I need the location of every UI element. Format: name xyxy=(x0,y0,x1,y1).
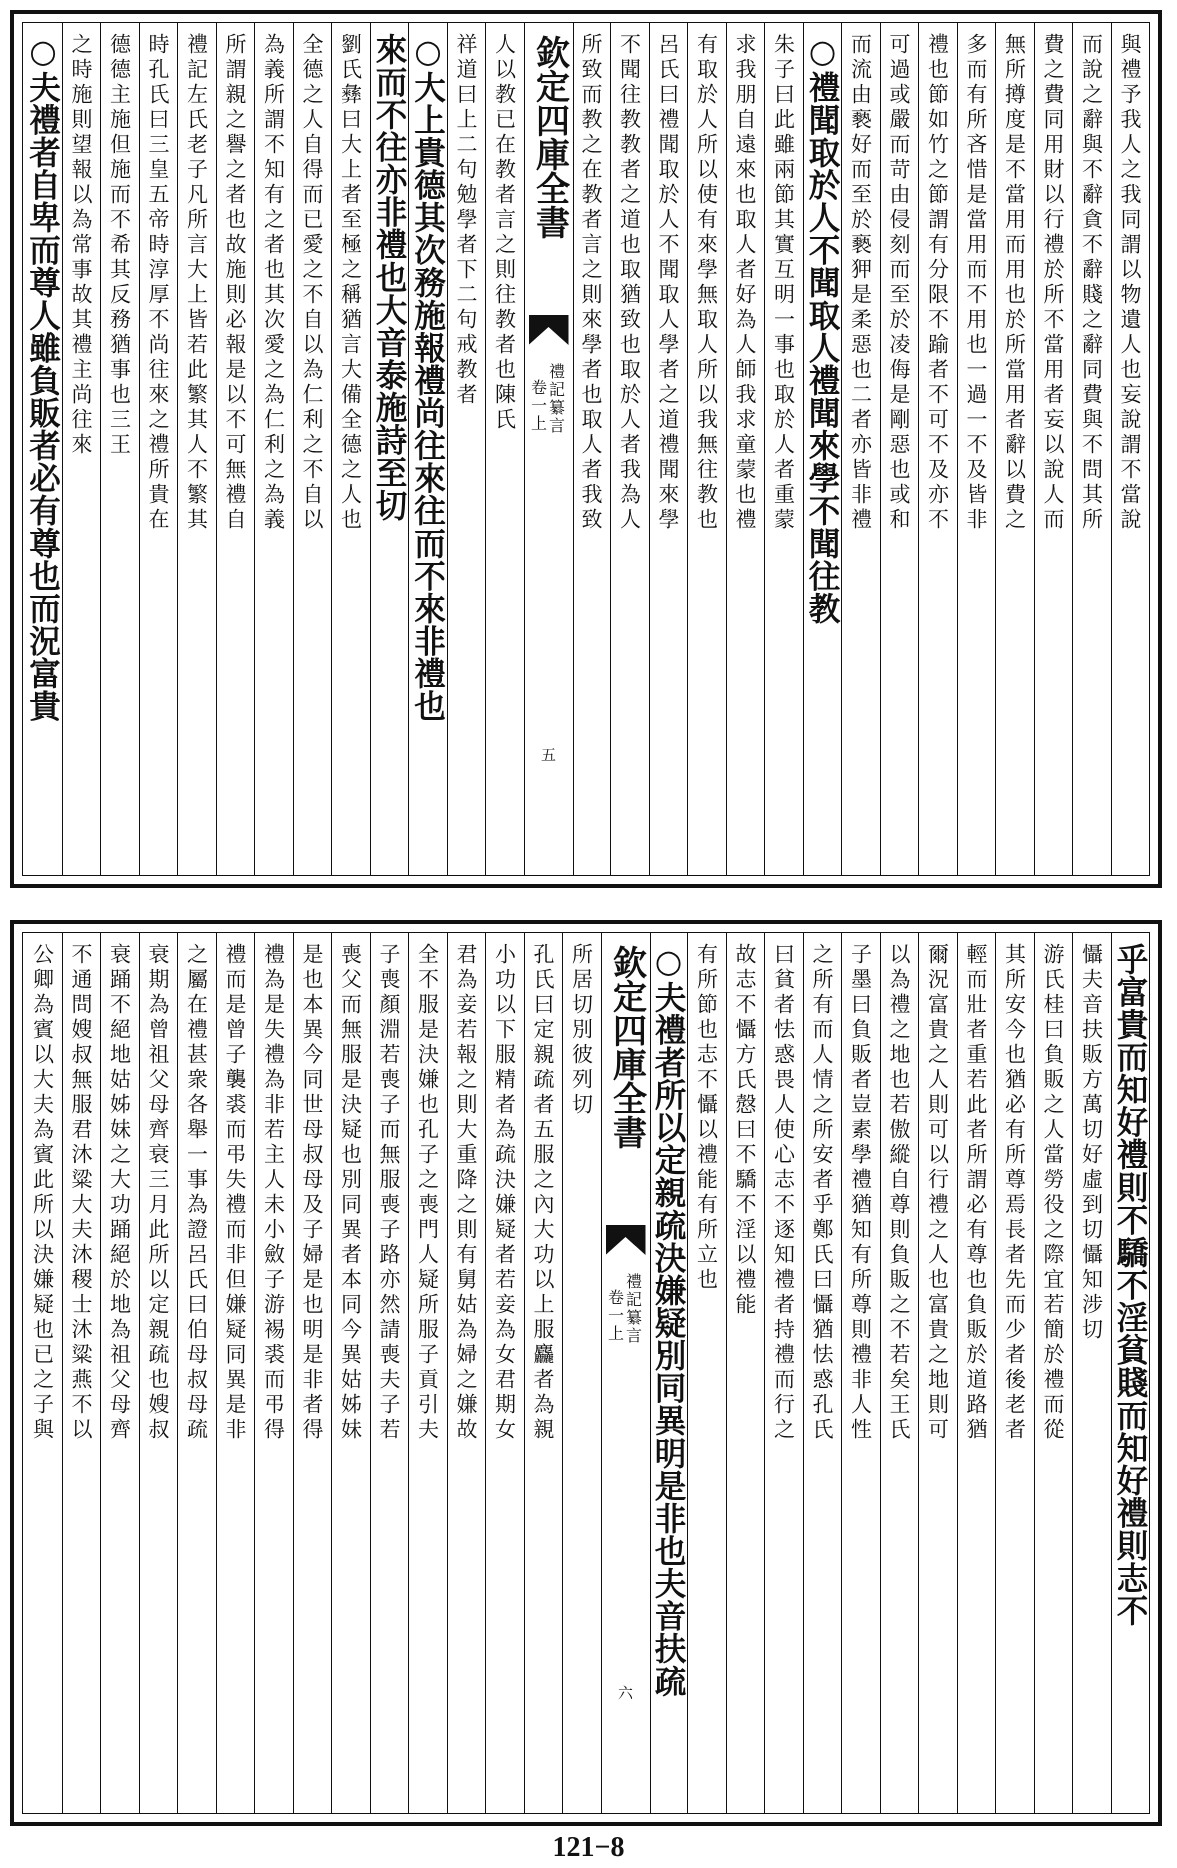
top-text-column: 時孔氏曰三皇五帝時淳厚不尚往來之禮所貴在 xyxy=(146,33,170,533)
column-rule xyxy=(1111,23,1112,875)
column-rule xyxy=(957,933,958,1813)
bottom-text-column: 是也本異今同世母叔母及子婦是也明是非者得 xyxy=(300,943,324,1443)
top-text-column: 與禮予我人之我同謂以物遺人也妄說謂不當說 xyxy=(1118,33,1142,533)
top-text-column: 人以教已在教者言之則往教者也陳氏 xyxy=(492,33,517,433)
bottom-text-column: 游氏桂曰負販之人當勞役之際宜若簡於禮而從 xyxy=(1041,943,1065,1443)
book-title: 欽定四庫全書 xyxy=(606,945,647,1149)
bottom-text-column: 不通問嫂叔無服君沐粱大夫沐稷士沐粱燕不以 xyxy=(69,943,93,1443)
column-rule xyxy=(485,23,486,875)
column-rule xyxy=(254,23,255,875)
bottom-text-column: 曰貧者怯惑畏人使心志不逐知禮者持禮而行之 xyxy=(771,943,796,1443)
top-text-column: 不聞往教教者之道也取猶致也取於人者我為人 xyxy=(617,33,642,533)
bottom-page-panel xyxy=(10,920,1162,1826)
top-page-frame xyxy=(22,22,1150,876)
bottom-text-column: 其所安今也猶必有所尊焉長者先而少者後老者 xyxy=(1002,943,1027,1443)
column-rule xyxy=(177,933,178,1813)
top-text-column: 多而有所吝惜是當用而不用也一過一不及皆非 xyxy=(964,33,988,533)
column-rule xyxy=(803,933,804,1813)
column-rule xyxy=(139,933,140,1813)
top-text-column: 禮也節如竹之節謂有分限不踰者不可不及亦不 xyxy=(925,33,950,533)
volume-title: 禮記纂言 xyxy=(546,363,566,435)
column-rule xyxy=(1072,933,1073,1813)
bottom-text-column: 乎富貴而知好禮則不驕不淫貧賤而知好禮則志不 xyxy=(1112,943,1149,1627)
top-text-column: 無所撙度是不當用而用也於所當用者辭以費之 xyxy=(1002,33,1027,533)
top-page-panel xyxy=(10,10,1162,888)
column-rule xyxy=(370,933,371,1813)
fishtail-mark-icon xyxy=(529,315,569,345)
column-rule xyxy=(177,23,178,875)
bottom-text-column: 所居切別彼列切 xyxy=(569,943,594,1118)
column-rule xyxy=(408,23,409,875)
bottom-text-column: 禮而是曾子襲裘而弔失禮而非但嫌疑同異是非 xyxy=(223,943,247,1443)
bottom-text-column: 小功以下服精者為疏決嫌疑者若妾為女君期女 xyxy=(492,943,517,1443)
top-text-column: 為義所謂不知有之者也其次愛之為仁利之為義 xyxy=(261,33,286,533)
bottom-text-column: 衰踊不絕地姑姊妹之大功踊絕於地為祖父母齊 xyxy=(107,943,132,1443)
top-text-column: ○大上貴德其次務施報禮尚往來往而不來非禮也 xyxy=(409,33,447,723)
column-rule xyxy=(764,933,765,1813)
top-text-column: 呂氏曰禮聞取於人不聞取人學者之道禮聞來學 xyxy=(656,33,680,533)
column-rule xyxy=(293,23,294,875)
column-rule xyxy=(100,933,101,1813)
bottom-text-column: 衰期為曾祖父母齊衰三月此所以定親疏也嫂叔 xyxy=(146,943,170,1443)
column-rule xyxy=(139,23,140,875)
bottom-text-column: 禮為是失禮為非若主人未小斂子游裼裘而弔得 xyxy=(261,943,286,1443)
top-text-column: 求我朋自遠來也取人者好為人師我求童蒙也禮 xyxy=(733,33,757,533)
top-text-column: 朱子曰此雖兩節其實互明一事也取於人者重蒙 xyxy=(771,33,796,533)
bottom-text-column: 之屬在禮甚衆各舉一事為證呂氏曰伯母叔母疏 xyxy=(184,943,209,1443)
column-rule xyxy=(764,23,765,875)
bottom-text-column: 君為妾若報之則大重降之則有舅姑為婦之嫌故 xyxy=(454,943,478,1443)
top-text-column: ○夫禮者自卑而尊人雖負販者必有尊也而況富貴 xyxy=(24,33,62,723)
column-rule xyxy=(726,23,727,875)
column-rule xyxy=(880,933,881,1813)
column-rule xyxy=(254,933,255,1813)
top-text-column: 所致而教之在教者言之則來學者也取人者我致 xyxy=(579,33,603,533)
bottom-text-column: 有所節也志不懾以禮能有所立也 xyxy=(694,943,719,1293)
top-text-column: 之時施則望報以為常事故其禮主尚往來 xyxy=(69,33,93,458)
top-text-column: 德德主施但施而不希其反務猶事也三王 xyxy=(107,33,132,458)
bottom-page-frame xyxy=(22,932,1150,1814)
column-rule xyxy=(726,933,727,1813)
page-number: 五 xyxy=(540,746,556,764)
bottom-text-column: 孔氏曰定親疏者五服之內大功以上服麤者為親 xyxy=(531,943,555,1443)
column-rule xyxy=(293,933,294,1813)
bottom-text-column: 公卿為賓以大夫為賓此所以決嫌疑也已之子與 xyxy=(30,943,55,1443)
page-footer-number: 121−8 xyxy=(552,1832,625,1863)
volume-title: 禮記纂言 xyxy=(623,1273,643,1345)
top-text-column: 全德之人自得而已愛之不自以為仁利之不自以 xyxy=(300,33,324,533)
bottom-text-column: 故志不懾方氏慤曰不驕不淫以禮能 xyxy=(733,943,757,1318)
column-rule xyxy=(841,933,842,1813)
top-text-column: 來而不往亦非禮也大音泰施詩至切 xyxy=(371,33,408,522)
top-text-column: 可過或嚴而苛由侵刻而至於凌侮是剛惡也或和 xyxy=(887,33,911,533)
bottom-text-column: 子喪顏淵若喪子而無服喪子路亦然請喪夫子若 xyxy=(377,943,401,1443)
column-rule xyxy=(447,933,448,1813)
top-text-column: 而說之辭與不辭貪不辭賤之辭同費與不問其所 xyxy=(1079,33,1104,533)
bottom-text-column: 爾況富貴之人則可以行禮之人也富貴之地則可 xyxy=(925,943,950,1443)
column-rule xyxy=(1072,23,1073,875)
top-text-column: 費之費同用財以行禮於所不當用者妄以說人而 xyxy=(1041,33,1065,533)
column-rule xyxy=(408,933,409,1813)
column-rule xyxy=(216,23,217,875)
bottom-text-column: 全不服是決嫌也孔子之喪門人疑所服子貢引夫 xyxy=(415,943,440,1443)
top-text-column: 祥道曰上二句勉學者下二句戒教者 xyxy=(454,33,478,408)
column-rule xyxy=(331,23,332,875)
column-rule xyxy=(1034,933,1035,1813)
bottom-text-column: 喪父而無服是決疑也別同異者本同今異姑姊妹 xyxy=(338,943,363,1443)
column-rule xyxy=(918,933,919,1813)
bottom-text-column: ○夫禮者所以定親疏決嫌疑別同異明是非也夫音扶疏 xyxy=(650,943,687,1698)
chapter-label: 卷一上 xyxy=(528,379,548,433)
column-rule xyxy=(370,23,371,875)
column-rule xyxy=(880,23,881,875)
top-text-column: ○禮聞取於人不聞取人禮聞來學不聞往教 xyxy=(804,33,841,625)
column-rule xyxy=(803,23,804,875)
column-rule xyxy=(918,23,919,875)
column-rule xyxy=(524,933,525,1813)
column-rule xyxy=(957,23,958,875)
fishtail-mark-icon xyxy=(606,1225,646,1255)
column-rule xyxy=(216,933,217,1813)
page-number: 六 xyxy=(617,1684,633,1702)
chapter-label: 卷一上 xyxy=(605,1289,625,1343)
bottom-text-column: 之所有而人情之所安者乎鄭氏曰懾猶怯惑孔氏 xyxy=(810,943,834,1443)
column-rule xyxy=(687,933,688,1813)
column-rule xyxy=(995,23,996,875)
top-text-column: 有取於人所以使有來學無取人所以我無往教也 xyxy=(694,33,719,533)
column-rule xyxy=(485,933,486,1813)
column-rule xyxy=(995,933,996,1813)
bottom-text-column: 懾夫音扶販方萬切好虛到切懾知涉切 xyxy=(1079,943,1104,1343)
column-rule xyxy=(447,23,448,875)
column-rule xyxy=(649,23,650,875)
bottom-text-column: 以為禮之地也若傲縱自尊則負販之不若矣王氏 xyxy=(887,943,911,1443)
top-text-column: 所謂親之譽之者也故施則必報是以不可無禮自 xyxy=(223,33,247,533)
column-rule xyxy=(1111,933,1112,1813)
column-rule xyxy=(62,933,63,1813)
column-rule xyxy=(687,23,688,875)
column-rule xyxy=(562,933,563,1813)
top-text-column: 禮記左氏老子凡所言大上皆若此繁其人不繁其 xyxy=(184,33,209,533)
bottom-text-column: 子墨曰負販者豈素學禮猶知有所尊則禮非人性 xyxy=(848,943,873,1443)
top-center-column xyxy=(524,23,574,875)
column-rule xyxy=(1034,23,1035,875)
column-rule xyxy=(841,23,842,875)
column-rule xyxy=(100,23,101,875)
top-text-column: 劉氏彝曰大上者至極之稱猶言大備全德之人也 xyxy=(338,33,363,533)
bottom-center-column xyxy=(601,933,651,1813)
bottom-text-column: 輕而壯者重若此者所謂必有尊也負販於道路猶 xyxy=(964,943,988,1443)
column-rule xyxy=(331,933,332,1813)
column-rule xyxy=(610,23,611,875)
book-title: 欽定四庫全書 xyxy=(529,35,570,239)
column-rule xyxy=(62,23,63,875)
top-text-column: 而流由褻好而至於褻狎是柔惡也二者亦皆非禮 xyxy=(848,33,873,533)
